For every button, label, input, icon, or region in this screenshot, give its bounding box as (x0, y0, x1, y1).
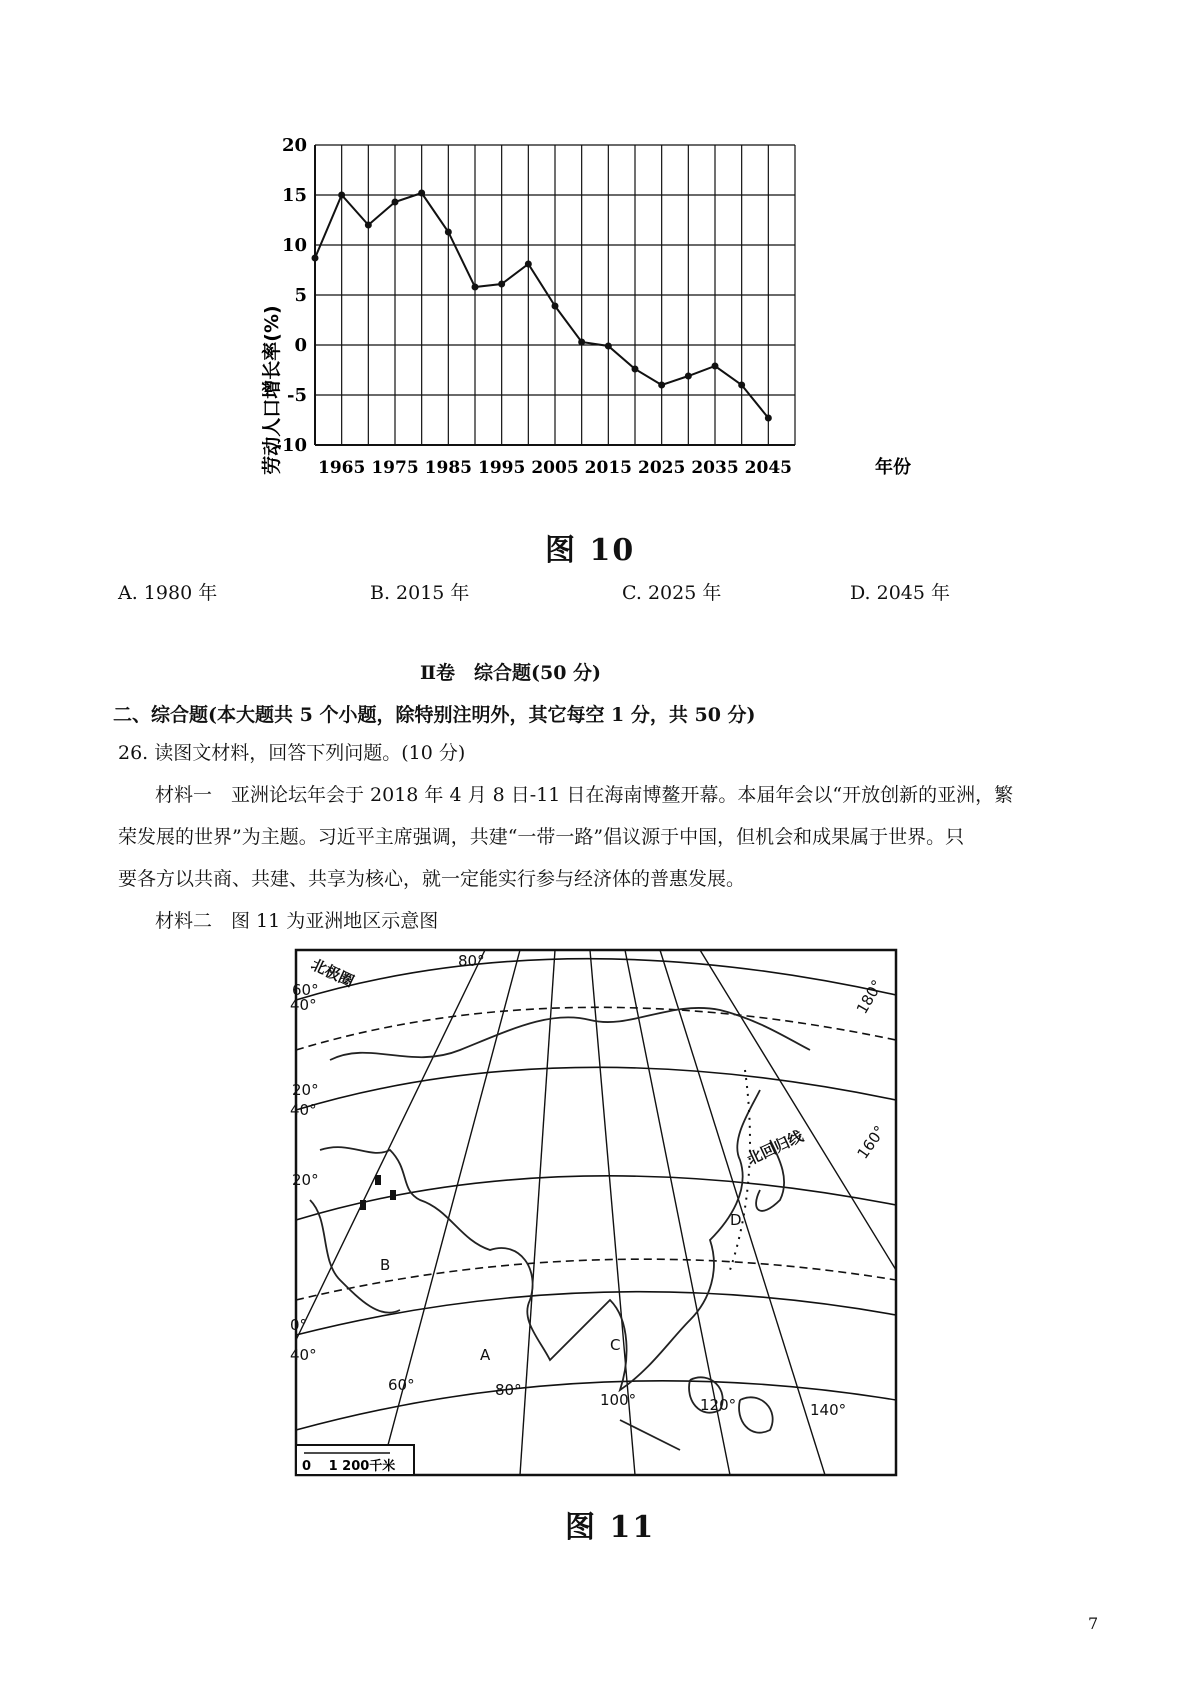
data-point (552, 303, 559, 310)
lon-80-line (520, 950, 555, 1475)
map-frame (296, 950, 896, 1475)
option-c: C. 2025 年 (622, 582, 722, 604)
tropic-cancer-label: 北回归线 (744, 1126, 807, 1169)
data-point (578, 339, 585, 346)
lat-0-label: 0° (290, 1316, 308, 1334)
labor-growth-chart (250, 130, 930, 530)
lon-140-label: 140° (810, 1401, 847, 1419)
x-tick-label: 2015 (584, 458, 632, 478)
data-point (738, 382, 745, 389)
y-tick-label: 0 (294, 335, 307, 356)
data-point (418, 190, 425, 197)
latitude-lines (296, 959, 896, 1430)
option-a: A. 1980 年 (118, 582, 218, 604)
data-point (658, 382, 665, 389)
lat-40-label: 40° (290, 1346, 317, 1364)
x-tick-label: 1965 (318, 458, 366, 478)
islands-coast (739, 1397, 773, 1432)
series-points (312, 190, 772, 422)
y-tick-label: 5 (294, 285, 307, 306)
left-20-label: 20° (292, 1081, 319, 1099)
asia-map (290, 940, 910, 1490)
lat-0-arc (296, 1381, 896, 1430)
x-tick-label: 2025 (638, 458, 686, 478)
lon-100-label: 100° (600, 1391, 637, 1409)
lon-60-label: 60° (388, 1376, 415, 1394)
chart-grid (315, 145, 795, 445)
point-d-label: D (730, 1211, 742, 1229)
question-26: 26. 读图文材料，回答下列问题。(10 分) (118, 742, 466, 764)
arctic-coast (330, 1008, 810, 1060)
dotted-boundary (730, 1070, 750, 1270)
x-tick-label: 1985 (424, 458, 472, 478)
lon-120-label: 120° (700, 1396, 737, 1414)
left-40b-label: 40° (290, 1101, 317, 1119)
data-point (685, 373, 692, 380)
lat-80-label: 80° (458, 952, 485, 970)
x-axis-label: 年份 (875, 457, 911, 478)
lon-80-label: 80° (495, 1381, 522, 1399)
data-point (498, 281, 505, 288)
page-number: 7 (1088, 1614, 1099, 1633)
y-tick-label: 10 (281, 235, 307, 256)
x-tick-label: 2045 (744, 458, 792, 478)
data-point (338, 192, 345, 199)
figure-11-caption: 图 11 (565, 1510, 656, 1545)
data-point (525, 261, 532, 268)
section-heading: 二、综合题(本大题共 5 个小题，除特别注明外，其它每空 1 分，共 50 分) (113, 704, 756, 726)
scale-bar (296, 1445, 414, 1475)
material-1-line-2: 荣发展的世界”为主题。习近平主席强调，共建“一带一路”倡议源于中国，但机会和成果属于世界。只 (118, 826, 965, 848)
longitude-lines (296, 950, 896, 1475)
material-1-line-1: 材料一 亚洲论坛年会于 2018 年 4 月 8 日-11 日在海南博鳌开幕。本届年会以“开放创新的亚洲，繁 (155, 784, 1014, 806)
y-tick-label: -10 (274, 435, 307, 456)
material-2: 材料二 图 11 为亚洲地区示意图 (155, 910, 439, 932)
data-point (312, 255, 319, 262)
x-tick-label: 1975 (371, 458, 419, 478)
option-d: D. 2045 年 (850, 582, 951, 604)
lon-180-label: 180° (852, 976, 887, 1017)
material-1-line-3: 要各方以共商、共建、共享为核心，就一定能实行参与经济体的普惠发展。 (118, 868, 746, 890)
data-point (445, 229, 452, 236)
point-a-label: A (480, 1346, 491, 1364)
lon-140-line (660, 950, 825, 1475)
y-tick-label: 15 (281, 185, 307, 206)
lat-60-arc (296, 1067, 896, 1110)
x-tick-label: 2035 (691, 458, 739, 478)
y-tick-label: 20 (281, 135, 307, 156)
scale-label: 0 1 200千米 (302, 1459, 396, 1474)
sumatra-coast (620, 1420, 680, 1450)
data-point (632, 366, 639, 373)
series-line (315, 193, 768, 418)
figure-10-caption: 图 10 (545, 533, 636, 568)
option-b: B. 2015 年 (370, 582, 470, 604)
left-20b-label: 20° (292, 1171, 319, 1189)
lat-40-arc (296, 1176, 896, 1220)
left-60-label: 60° (292, 981, 319, 999)
left-40-label: 40° (290, 996, 317, 1014)
marker-1 (375, 1175, 381, 1185)
lon-160-label: 160° (853, 1122, 890, 1163)
point-b-label: B (380, 1256, 391, 1274)
point-c-label: C (610, 1336, 621, 1354)
data-point (712, 363, 719, 370)
oil-markers (360, 1175, 396, 1210)
marker-2 (360, 1200, 366, 1210)
lon-40-line (296, 950, 485, 1340)
data-point (765, 415, 772, 422)
y-axis-label: 劳动人口增长率(%) (261, 305, 283, 475)
x-tick-label: 2005 (531, 458, 579, 478)
data-point (365, 222, 372, 229)
arctic-circle-label: 北极圈 (308, 955, 357, 991)
y-tick-label: -5 (287, 385, 307, 406)
mainland-coast (320, 1090, 760, 1390)
x-tick-label: 1995 (478, 458, 526, 478)
data-point (605, 343, 612, 350)
data-point (472, 284, 479, 291)
data-point (392, 199, 399, 206)
part-title: Ⅱ卷 综合题(50 分) (420, 662, 602, 684)
x-tick-labels (318, 458, 792, 478)
lat-80-arc (296, 959, 896, 1000)
marker-3 (390, 1190, 396, 1200)
